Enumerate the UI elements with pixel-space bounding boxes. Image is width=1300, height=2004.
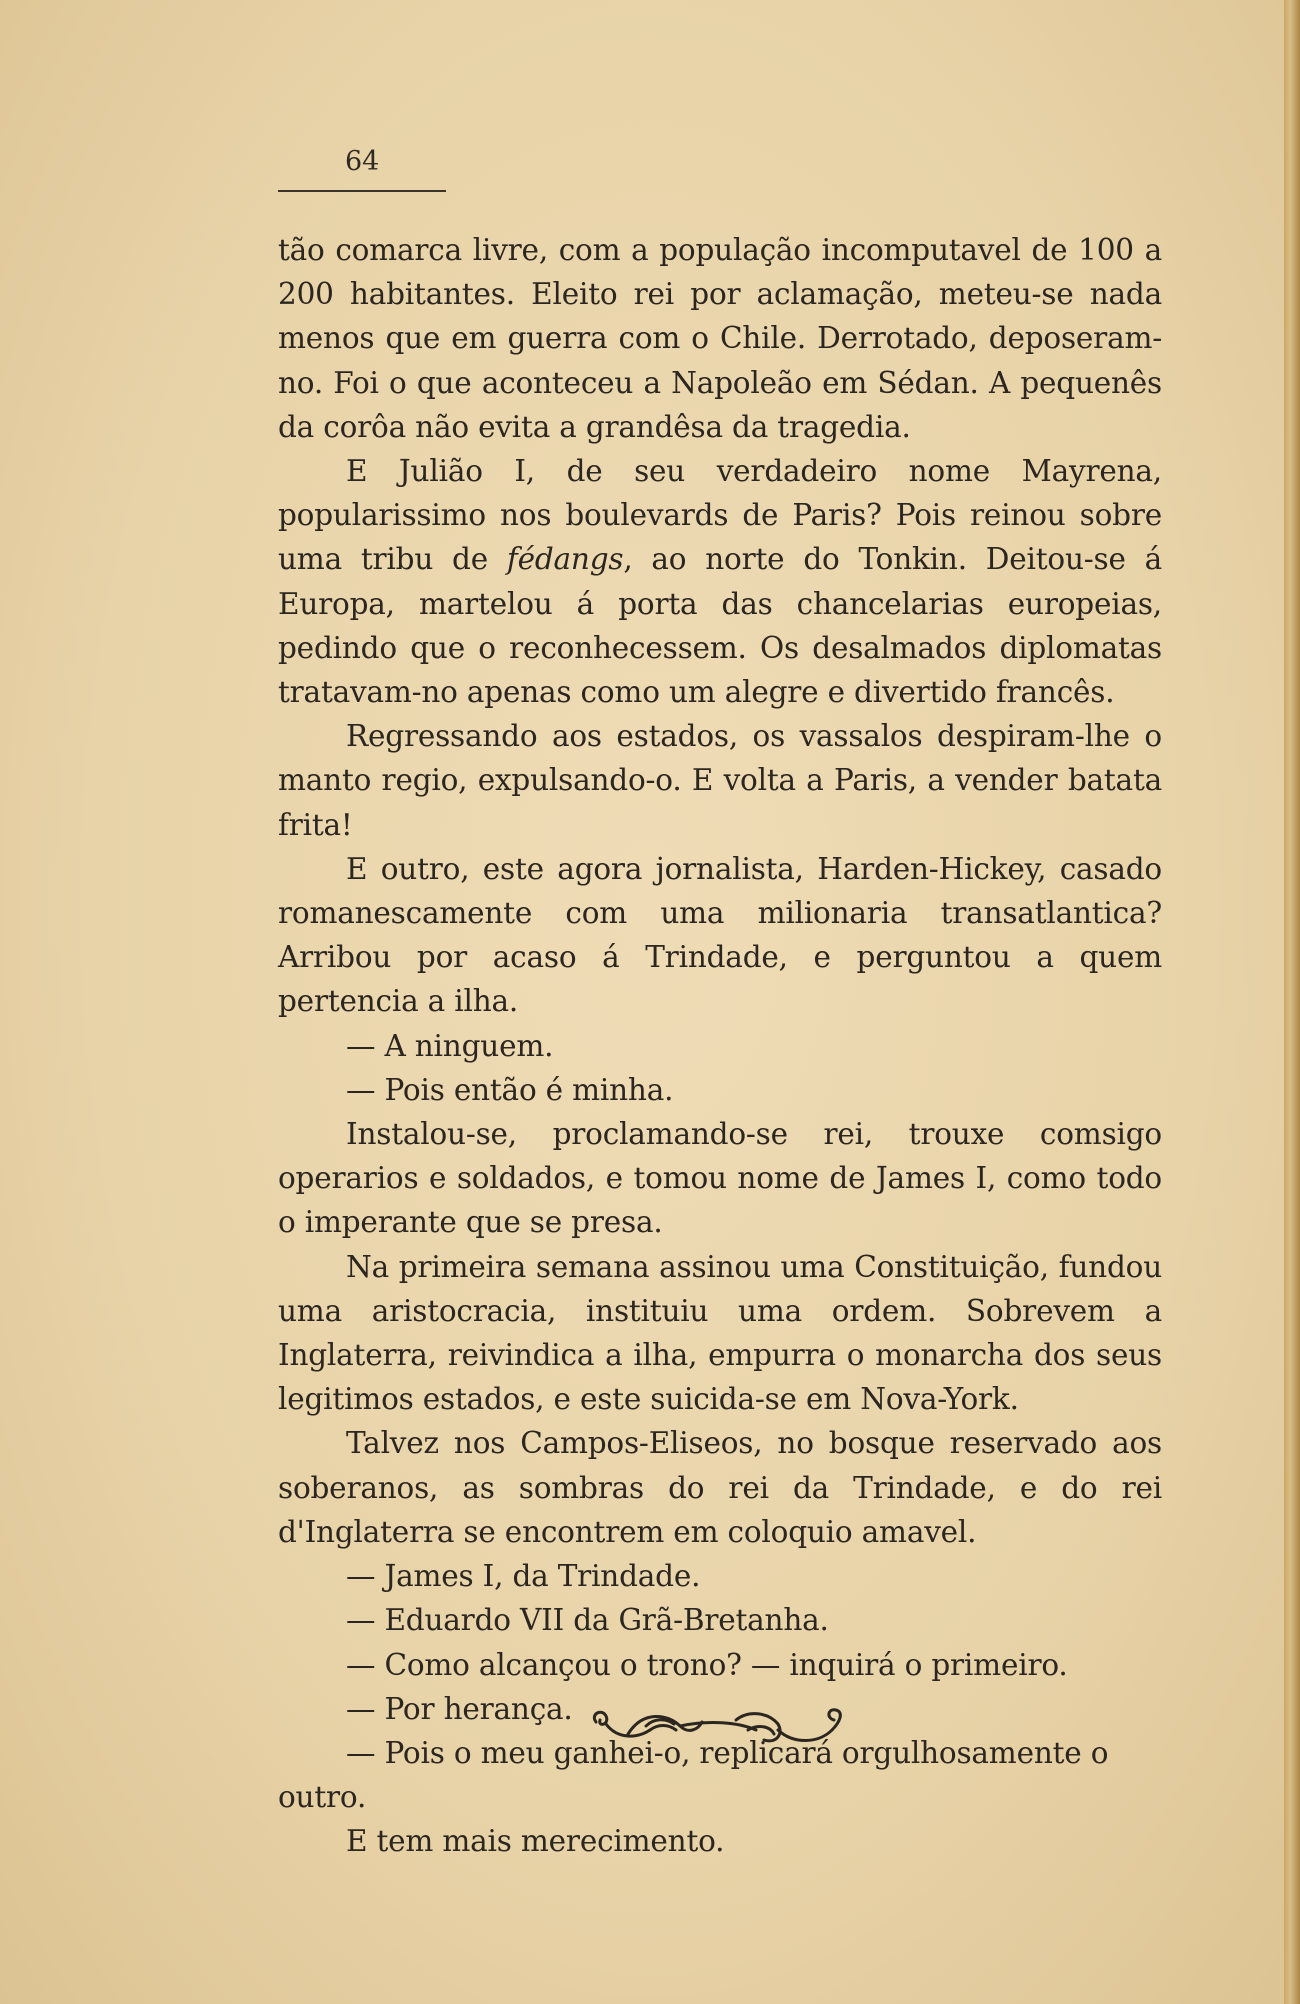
body-text (278, 228, 1162, 1864)
page-edge (1284, 0, 1300, 2004)
dialog-line: — James I, da Trindade. (346, 1559, 701, 1594)
dialog-line: — Pois então é minha. (346, 1072, 674, 1107)
page-number: 64 (345, 146, 380, 177)
dialog-line: — A ninguem. (346, 1028, 554, 1063)
dialog-line: — Por herança. (346, 1691, 573, 1726)
text-run: , ao norte do Tonkin. Deitou-se á Europa, martelou á porta das chancelarias europeias, pedindo que o reconhecessem. Os desalmados diplomatas tratavam-no apenas como um alegre e divertido francês. (278, 542, 1162, 710)
dialog-line: — Como alcançou o trono? — inquirá o primeiro. (346, 1647, 1068, 1682)
paragraph (278, 449, 1162, 714)
text-run: E Julião I, de seu verdadeiro nome Mayrena, popularissimo nos boulevards de Paris? Pois reinou sobre uma tribu de (278, 454, 1162, 577)
paragraph: tão comarca livre, com a população incomputavel de 100 a 200 habitantes. Eleito rei por aclamação, meteu-se nada menos que em guerra com o Chile. Derrotado, deposeram-no. Foi o que aconteceu a Napoleão em Sédan. A pequenês da corôa não evita a grandêsa da tragedia. (278, 233, 1162, 444)
header-rule (278, 190, 446, 192)
paragraph: Instalou-se, proclamando-se rei, trouxe comsigo operarios e soldados, e tomou nome de James I, como todo o imperante que se presa. (278, 1117, 1162, 1240)
paragraph: Regressando aos estados, os vassalos despiram-lhe o manto regio, expulsando-o. E volta a Paris, a vender batata frita! (278, 719, 1162, 842)
dialog-line: E tem mais merecimento. (346, 1824, 725, 1859)
paragraph: Talvez nos Campos-Eliseos, no bosque reservado aos soberanos, as sombras do rei da Trindade, e do rei d'Inglaterra se encontrem em coloquio amavel. (278, 1426, 1162, 1549)
paragraph: E outro, este agora jornalista, Harden-Hickey, casado romanescamente com uma milionaria transatlantica? Arribou por acaso á Trindade, e perguntou a quem pertencia a ilha. (278, 851, 1162, 1019)
paragraph: Na primeira semana assinou uma Constituição, fundou uma aristocracia, instituiu uma ordem. Sobrevem a Inglaterra, reivindica a ilha, empurra o monarcha dos seus legitimos estados, e este suicida-se em Nova-York. (278, 1249, 1162, 1417)
flourish-ornament-icon (588, 1700, 848, 1760)
dialog-line: — Pois o meu ganhei-o, replicará orgulhosamente o outro. (278, 1735, 1109, 1815)
dialog-line: — Eduardo VII da Grã-Bretanha. (346, 1603, 829, 1638)
italic-term: fédangs (506, 542, 624, 577)
